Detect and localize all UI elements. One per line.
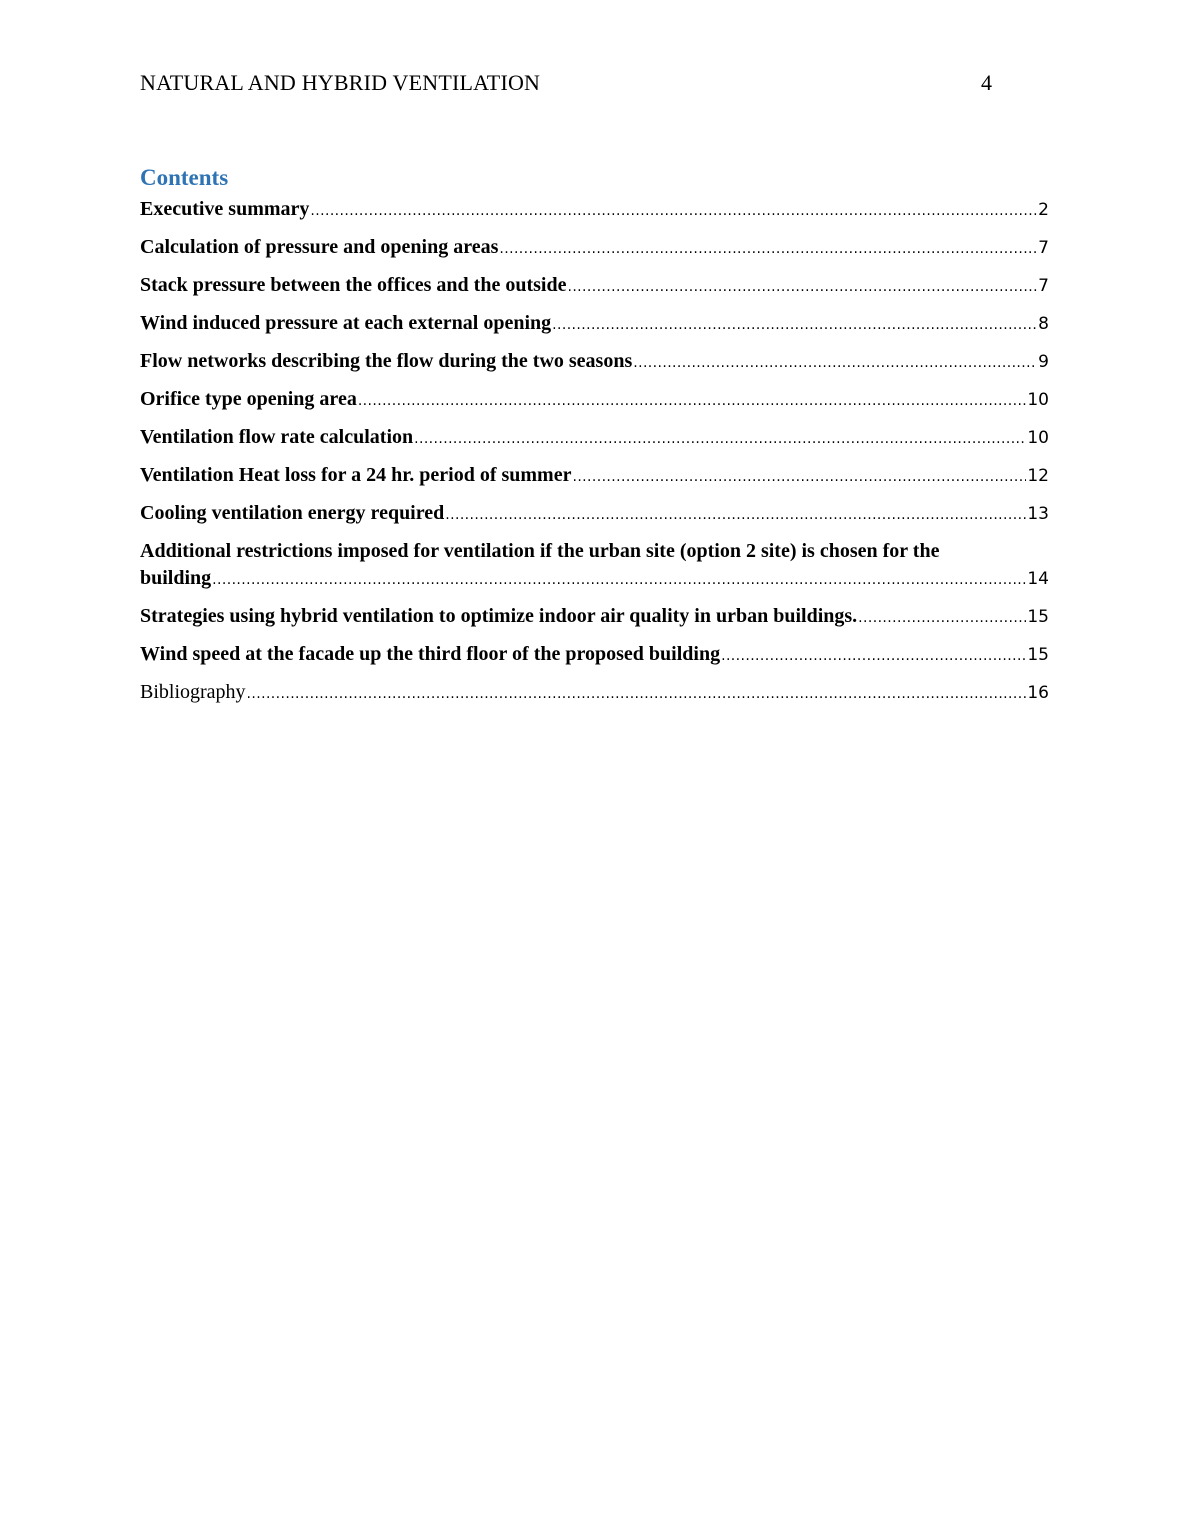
- toc-entry-text: Ventilation flow rate calculation: [140, 426, 414, 448]
- toc-leader-dots: [858, 605, 1026, 631]
- toc-entry-additional-restrictions[interactable]: [140, 538, 1049, 603]
- toc-entry-text: Additional restrictions imposed for ventilation if the urban site (option 2 site) is chosen for the: [140, 540, 940, 562]
- toc-entry-orifice-opening-area[interactable]: [140, 386, 1049, 424]
- toc-entry-hybrid-strategies[interactable]: [140, 603, 1049, 641]
- toc-entry-text: Calculation of pressure and opening areas: [140, 236, 499, 258]
- toc-entry-flow-networks[interactable]: [140, 348, 1049, 386]
- running-head-title: NATURAL AND HYBRID VENTILATION: [140, 70, 541, 95]
- toc-heading: Contents: [140, 165, 229, 190]
- toc-entry-bibliography[interactable]: [140, 679, 1049, 717]
- toc-entry-wind-induced-pressure[interactable]: [140, 310, 1049, 348]
- toc-entry-page: 8: [1038, 314, 1049, 334]
- toc-entry-page: 14: [1027, 569, 1049, 589]
- toc-entry-page: 15: [1027, 645, 1049, 665]
- toc-leader-dots: [212, 567, 1026, 593]
- toc-entry-text: Strategies using hybrid ventilation to optimize indoor air quality in urban buildings.: [140, 605, 858, 627]
- toc-leader-dots: [358, 388, 1027, 414]
- toc-leader-dots: [247, 681, 1027, 707]
- toc-entry-text: Flow networks describing the flow during the two seasons: [140, 350, 633, 372]
- toc-leader-dots: [633, 350, 1037, 376]
- toc-entry-text: Ventilation Heat loss for a 24 hr. period of summer: [140, 464, 572, 486]
- toc-entry-page: 2: [1038, 200, 1049, 220]
- toc-leader-dots: [310, 198, 1037, 224]
- toc-entry-text: Bibliography: [140, 681, 246, 703]
- toc-entry-stack-pressure[interactable]: [140, 272, 1049, 310]
- toc-entry-text-continued: building: [140, 567, 212, 589]
- toc-entry-page: 15: [1027, 607, 1049, 627]
- toc-entry-text: Orifice type opening area: [140, 388, 357, 410]
- toc-leader-dots: [445, 502, 1026, 528]
- toc-entry-text: Wind induced pressure at each external opening: [140, 312, 552, 334]
- toc-leader-dots: [414, 426, 1026, 452]
- toc-leader-dots: [499, 236, 1037, 262]
- toc-entry-page: 9: [1038, 352, 1049, 372]
- toc-leader-dots: [572, 464, 1026, 490]
- toc-entry-page: 10: [1027, 390, 1049, 410]
- table-of-contents: [140, 196, 1049, 717]
- toc-entry-page: 7: [1038, 276, 1049, 296]
- toc-entry-page: 12: [1027, 466, 1049, 486]
- toc-entry-text: Wind speed at the facade up the third floor of the proposed building: [140, 643, 721, 665]
- toc-leader-dots: [721, 643, 1026, 669]
- toc-entry-wind-speed-facade[interactable]: [140, 641, 1049, 679]
- toc-entry-page: 7: [1038, 238, 1049, 258]
- toc-entry-ventilation-heat-loss[interactable]: [140, 462, 1049, 500]
- toc-leader-dots: [567, 274, 1037, 300]
- page-number: 4: [981, 70, 992, 95]
- toc-entry-page: 16: [1027, 683, 1049, 703]
- page-header: [140, 70, 992, 100]
- toc-entry-continuation: [140, 565, 1049, 593]
- toc-entry-text: Stack pressure between the offices and the outside: [140, 274, 567, 296]
- toc-entry-cooling-energy[interactable]: [140, 500, 1049, 538]
- toc-entry-text: Executive summary: [140, 198, 310, 220]
- toc-entry-text: Cooling ventilation energy required: [140, 502, 445, 524]
- toc-entry-executive-summary[interactable]: [140, 196, 1049, 234]
- toc-entry-page: 13: [1027, 504, 1049, 524]
- toc-entry-page: 10: [1027, 428, 1049, 448]
- toc-entry-calculation-pressure[interactable]: [140, 234, 1049, 272]
- toc-entry-ventilation-flow-rate[interactable]: [140, 424, 1049, 462]
- toc-leader-dots: [552, 312, 1037, 338]
